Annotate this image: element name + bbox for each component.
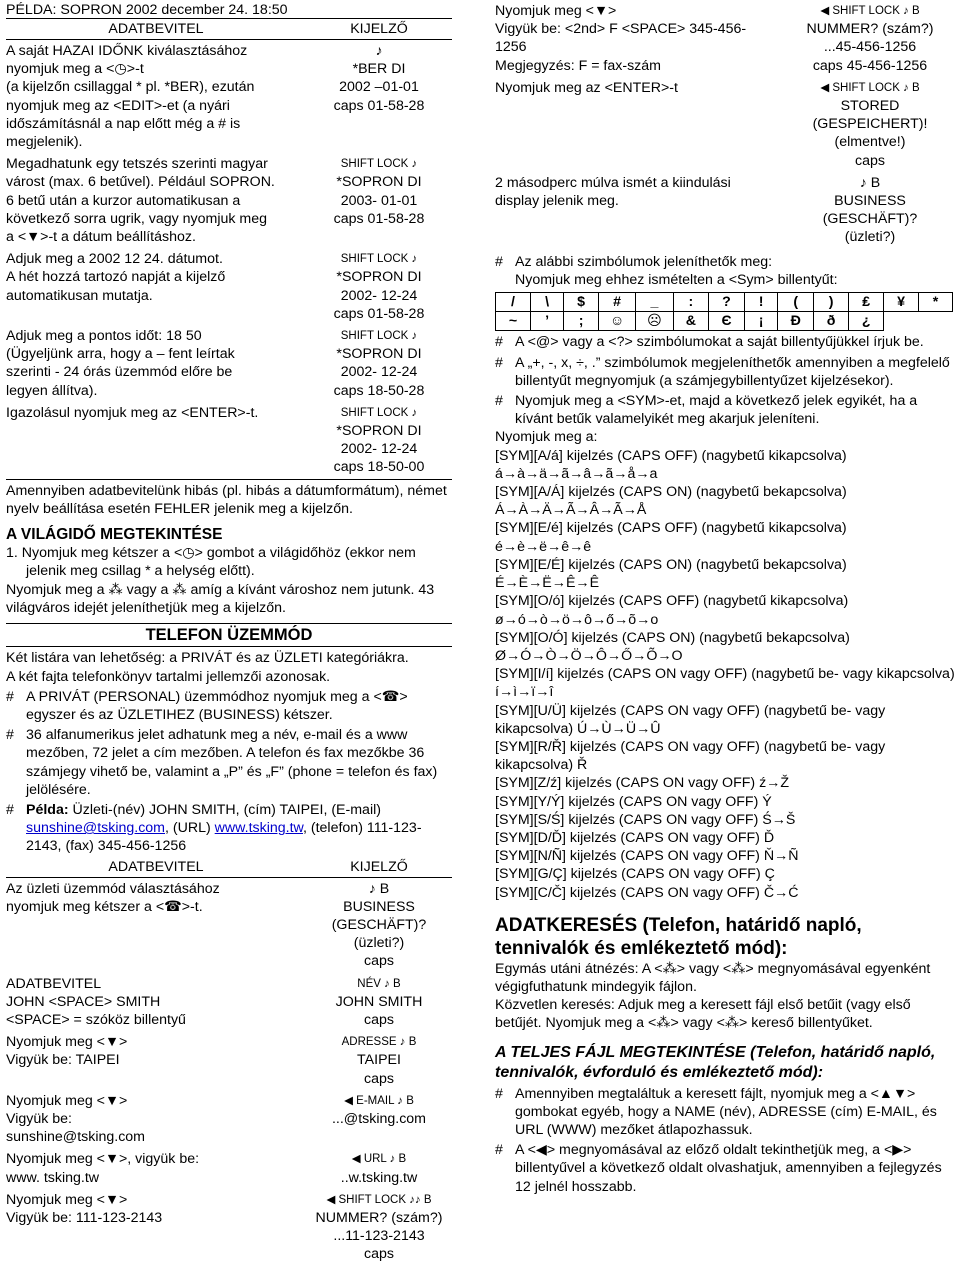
input-cell — [6, 1033, 306, 1088]
input-line: (a kijelzőn csillaggal * pl. *BER), ezután — [6, 79, 255, 96]
full-file-bullets — [495, 1085, 955, 1196]
input-line: Vigyük be: — [6, 1110, 72, 1127]
display-line: 2002- 12-24 — [340, 441, 418, 458]
symbol-line: [SYM][G/Ç] kijelzés (CAPS ON vagy OFF) Ç — [495, 866, 775, 883]
display-cell — [785, 174, 955, 247]
display-cell — [306, 250, 452, 323]
symbol-line: [SYM][Z/ź] kijelzés (CAPS ON vagy OFF) ź→Ž — [495, 775, 790, 792]
bullet-text: Amennyiben megtaláltuk a keresett fájlt, nyomjuk meg a <▲▼> gombokat egyéb, hogy a NAME (név), ADRESSE (cím) E-MAIL, és URL (WWW) mezőket átlapozhassuk. — [515, 1085, 937, 1138]
symbol-line: [SYM][U/Ü] kijelzés (CAPS ON vagy OFF) (nagybetű be- vagy kikapcsolva) Ú→Ù→Ü→Û — [495, 702, 886, 737]
display-cell — [306, 1033, 452, 1088]
display-line: ◀ SHIFT LOCK ♪ B — [820, 5, 920, 17]
full-file-title: A TELJES FÁJL MEGTEKINTÉSE (Telefon, határidő napló, tennivalók, évforduló és emlékeztető mód): — [495, 1043, 936, 1081]
display-line: caps — [364, 1011, 394, 1028]
display-cell — [306, 1092, 452, 1147]
input-line: nyomjuk meg az <EDIT>-et (a nyári — [6, 97, 230, 114]
symbol-line: [SYM][A/Á] kijelzés (CAPS ON) (nagybetű bekapcsolva) — [495, 484, 847, 501]
symbol-cell: Ð — [778, 312, 814, 331]
input-line: a <▼>-t a dátum beállításhoz. — [6, 229, 196, 246]
search-paragraph-2: Közvetlen keresés: Adjuk meg a keresett fájl első betűit (vagy első betűjét. Nyomjuk meg a <⁂> vagy <⁂> kereső billentyűket. — [495, 997, 911, 1032]
display-cell — [306, 155, 452, 246]
symbol-line: [SYM][A/á] kijelzés (CAPS OFF) (nagybetű kikapcsolva) — [495, 447, 847, 464]
bullet-text: A <◀> megnyomásával az előző oldalt tekinthetjük meg, a <▶> billentyűvel a következő oldalt olvashatjuk, amennyiben a fejlegyzés 12 jelnél hosszabb. — [515, 1142, 942, 1195]
table-row — [6, 153, 452, 248]
input-line: sunshine@tsking.com — [6, 1129, 146, 1146]
display-cell — [306, 42, 452, 151]
symbol-cell: ; — [564, 312, 599, 331]
input-line: Nyomjuk meg <▼> — [6, 1092, 128, 1109]
table-row — [6, 1090, 452, 1149]
col-display-header: KIJELZŐ — [350, 21, 408, 37]
symbol-cell: / — [496, 293, 531, 312]
display-line: caps 45-456-1256 — [812, 57, 928, 74]
symbol-line: [SYM][O/Ó] kijelzés (CAPS ON) (nagybetű bekapcsolva) — [495, 629, 850, 646]
bullet-item — [495, 392, 955, 428]
symbol-line: [SYM][R/Ř] kijelzés (CAPS ON vagy OFF) (nagybetű be- vagy kikapcsolva) Ř — [495, 738, 886, 774]
world-time-title: A VILÁGIDŐ MEGTEKINTÉSE — [6, 526, 223, 544]
phone-paragraph-1: Két listára van lehetőség: a PRIVÁT és az ÜZLETI kategóriákra. — [6, 650, 409, 667]
bullet-item — [495, 333, 955, 351]
input-cell — [6, 42, 306, 151]
input-line: Nyomjuk meg <▼> — [495, 3, 617, 19]
input-line: nyomjuk meg a <◷>-t — [6, 61, 144, 78]
symbol-notes — [495, 333, 955, 428]
bullet-text: A <@> vagy a <?> szimbólumokat a saját billentyűjükkel írjuk be. — [515, 334, 924, 351]
input-line: 6 betű után a kurzor automatikusan a — [6, 192, 241, 209]
table1-body — [6, 40, 452, 479]
display-line: ...11-123-2143 — [333, 1228, 425, 1245]
input-line: Nyomjuk meg <▼>, vigyük be: — [6, 1151, 200, 1168]
display-line: caps 01-58-28 — [333, 210, 425, 227]
symbol-cell: ☹ — [636, 312, 673, 331]
display-line: (üzleti?) — [844, 229, 896, 246]
display-line: *BER DI — [352, 61, 406, 78]
symbol-line: ø→ó→ò→ö→ô→ő→õ→o — [495, 611, 659, 628]
input-cell — [6, 880, 306, 971]
table-row — [6, 1148, 452, 1188]
symbol-cell: : — [673, 293, 709, 312]
input-cell — [495, 79, 785, 170]
table-row — [6, 1189, 452, 1266]
display-line: caps 18-50-28 — [333, 382, 425, 399]
bullet-mark: # — [495, 1085, 503, 1102]
display-cell — [306, 975, 452, 1030]
symbol-cell: ð — [814, 312, 849, 331]
display-line: caps — [364, 1246, 394, 1263]
display-line: (GESCHÄFT)? — [822, 211, 918, 228]
bullet-mark: # — [495, 393, 503, 410]
world-time-step2: Nyomjuk meg a ⁂ vagy a ⁂ amíg a kívánt városhoz nem jutunk. 43 világváros idejét jeleníthetjük meg a kijelzőn. — [6, 581, 435, 616]
phone-paragraph-2: A két fajta telefonkönyv tartalmi jellemzői azonosak. — [6, 668, 331, 685]
display-line: *SOPRON DI — [336, 346, 422, 363]
display-line: NÉV ♪ B — [357, 977, 401, 990]
symbol-cell: $ — [564, 293, 599, 312]
display-line: (GESCHÄFT)? (üzleti?) — [331, 916, 427, 952]
input-cell — [6, 250, 306, 323]
input-cell — [6, 327, 306, 400]
symbol-cell: * — [918, 293, 952, 312]
symbol-cell: ¿ — [849, 312, 884, 331]
display-cell — [785, 79, 955, 170]
symbol-line: Ø→Ó→Ò→Ö→Ô→Ő→Õ→O — [495, 647, 683, 664]
display-line: 2003- 01-01 — [340, 192, 418, 209]
symbol-line: [SYM][S/Ś] kijelzés (CAPS ON vagy OFF) Ś→Š — [495, 811, 796, 828]
symbol-line: É→È→Ë→Ê→Ê — [495, 575, 600, 592]
display-line: *SOPRON DI — [336, 269, 422, 286]
symbol-row-1 — [496, 293, 953, 312]
symbol-list — [495, 447, 955, 902]
symbol-cell: ? — [709, 293, 745, 312]
input-line: várost (max. 6 betűvel). Például SOPRON. — [6, 174, 275, 191]
input-cell — [6, 404, 306, 477]
display-line: (GESPEICHERT)! — [812, 116, 928, 133]
bullet-text: Nyomjuk meg a <SYM>-et, majd a következő jelek egyikét, ha a kívánt betűk valamelyikét meg akarjuk jeleníteni. — [515, 393, 918, 428]
input-line: időszámításnál a nap előtt még a # is — [6, 115, 241, 132]
display-cell — [785, 2, 955, 75]
input-line: Nyomjuk meg az <ENTER>-t — [495, 79, 678, 96]
display-line: TAIPEI — [357, 1052, 401, 1069]
col-input-header-2: ADATBEVITEL — [108, 858, 204, 875]
display-line: ◀ E-MAIL ♪ B — [344, 1094, 414, 1107]
table2-body — [6, 878, 452, 1266]
col-input-header: ADATBEVITEL — [108, 21, 204, 37]
symbol-line: [SYM][D/Ď] kijelzés (CAPS ON vagy OFF) Ď — [495, 829, 775, 846]
phone-mode-title: TELEFON ÜZEMMÓD — [6, 623, 452, 647]
input-cell — [495, 2, 785, 75]
display-cell — [306, 1191, 452, 1264]
error-note: Amennyiben adatbevitelünk hibás (pl. hibás a dátumformátum), német nyelv beállítása esetén FEHLER jelenik meg a kijelzőn. — [6, 482, 447, 517]
display-line: 2002- 12-24 — [340, 364, 418, 381]
bullet-mark: # — [495, 334, 503, 351]
input-line: szerinti - 24 órás üzemmód előre be — [6, 364, 233, 381]
input-line: Igazolásul nyomjuk meg az <ENTER>-t. — [6, 404, 259, 421]
input-line: Nyomjuk meg <▼> — [6, 1034, 128, 1051]
input-line: legyen állítva). — [6, 382, 98, 399]
input-cell — [6, 1150, 306, 1186]
display-line: ◀ URL ♪ B — [351, 1153, 407, 1166]
symbol-line: á→à→ä→ã→â→ã→å→a — [495, 465, 658, 482]
display-line: *SOPRON DI — [336, 423, 422, 440]
input-cell — [6, 975, 306, 1030]
bullet-mark: # — [495, 354, 503, 371]
display-cell — [306, 880, 452, 971]
table-row — [6, 325, 452, 402]
display-line: caps — [855, 152, 885, 169]
input-cell — [6, 1092, 306, 1147]
symbol-line: [SYM][E/é] kijelzés (CAPS OFF) (nagybetű kikapcsolva) — [495, 520, 847, 537]
display-line: SHIFT LOCK ♪ — [340, 253, 418, 266]
symbol-row-2 — [496, 312, 953, 331]
display-line: JOHN SMITH — [335, 993, 423, 1010]
url-link[interactable]: www.tsking.tw — [214, 820, 303, 837]
input-line: Vigyük be: <2nd> F <SPACE> 345-456- — [495, 21, 747, 38]
left-column — [6, 0, 452, 1266]
input-line: Vigyük be: TAIPEI — [6, 1052, 120, 1069]
table-row — [6, 40, 452, 153]
bullet-item — [495, 1141, 955, 1196]
symbol-line: [SYM][O/ó] kijelzés (CAPS OFF) (nagybetű kikapcsolva) — [495, 593, 849, 610]
page-title: PÉLDA: SOPRON 2002 december 24. 18:50 — [6, 2, 288, 18]
display-line: ◀ SHIFT LOCK ♪♪ B — [326, 1193, 432, 1206]
input-line: ADATBEVITEL — [6, 975, 102, 992]
display-line: ADRESSE ♪ B — [341, 1036, 417, 1049]
input-line: 1256 — [495, 39, 527, 56]
world-time-step1: 1. Nyomjuk meg kétszer a <◷> gombot a világidőhöz (ekkor nem jelenik meg csillag * a helység előtt). — [6, 545, 416, 580]
input-line: következő sorra ugrik, vagy nyomjuk meg — [6, 210, 268, 227]
input-line: A hét hozzá tartozó napját a kijelző — [6, 269, 226, 286]
symbol-line: [SYM][N/Ñ] kijelzés (CAPS ON vagy OFF) Ň→Ñ — [495, 848, 799, 865]
table2-header — [6, 858, 452, 878]
symbol-cell: _ — [636, 293, 673, 312]
right-column — [495, 0, 955, 1196]
input-line: <SPACE> = szóköz billentyű — [6, 1011, 186, 1028]
search-paragraph-1: Egymás utáni átnézés: A <⁂> vagy <⁂> megnyomásával egyenként végigfuthatunk mindegyik fájlon. — [495, 960, 931, 995]
table-row — [6, 878, 452, 973]
symbol-cell: ~ — [496, 312, 531, 331]
table-row — [495, 0, 955, 77]
bullet-text: A „+, -, x, ÷, .” szimbólumok megjeleníthetők amennyiben a megfelelő billentyűt megnyomjuk (a számjegybillentyűzet kijelzésekor). — [515, 354, 950, 389]
table-row — [6, 248, 452, 325]
table-row — [6, 402, 452, 479]
symbol-list-intro: Nyomjuk meg a: — [495, 429, 598, 446]
phone-bullet-1: # A PRIVÁT (PERSONAL) üzemmódhoz nyomjuk meg a <☎> egyszer és az ÜZLETIHEZ (BUSINESS) kétszer. — [6, 688, 408, 723]
symbol-cell: ₤ — [849, 293, 884, 312]
display-cell — [306, 404, 452, 477]
input-line: Adjuk meg a 2002 12 24. dátumot. — [6, 251, 223, 268]
input-line: 2 másodperc múlva ismét a kiindulási — [495, 174, 731, 191]
input-cell — [6, 155, 306, 246]
table-row — [6, 1031, 452, 1090]
symbol-cell: Є — [709, 312, 745, 331]
display-line: NUMMER? (szám?) — [315, 1209, 443, 1226]
display-line: caps 01-58-28 — [333, 97, 425, 114]
email-link[interactable]: sunshine@tsking.com — [26, 820, 166, 837]
table-row — [6, 973, 452, 1032]
display-line: caps 01-58-28 — [333, 305, 425, 322]
input-line: megjelenik). — [6, 134, 83, 151]
display-line: NUMMER? (szám?) — [806, 21, 934, 38]
display-line: BUSINESS — [834, 193, 906, 210]
display-line: caps 18-50-00 — [333, 459, 425, 476]
display-cell — [306, 327, 452, 400]
display-line: STORED — [840, 98, 900, 115]
symbol-cell: ! — [744, 293, 778, 312]
phone-bullet-2: # 36 alfanumerikus jelet adhatunk meg a név, e-mail és a www mezőben, 72 jelet a cím mezőben. A telefon és fax mezőkbe 36 számjegy vihető be, valamint a „P” és „F” (phone = telefon és fax) jelölésére. — [6, 727, 438, 798]
symbol-cell: \ — [530, 293, 563, 312]
symbol-line: [SYM][I/í] kijelzés (CAPS ON vagy OFF) (nagybetű be- vagy kikapcsolva) í→ì→ï→î — [495, 666, 955, 701]
symbol-line: [SYM][E/É] kijelzés (CAPS ON) (nagybetű bekapcsolva) — [495, 556, 847, 573]
input-line: Nyomjuk meg <▼> — [6, 1191, 128, 1208]
display-line: (elmentve!) — [834, 134, 906, 151]
symbol-line: [SYM][C/Č] kijelzés (CAPS ON vagy OFF) Č→Ć — [495, 884, 799, 901]
input-line: Adjuk meg a pontos időt: 18 50 — [6, 328, 202, 345]
input-line: A saját HAZAI IDŐNK kiválasztásához — [6, 43, 248, 59]
input-line: Megadhatunk egy tetszés szerinti magyar — [6, 156, 268, 173]
display-line: ♪ B — [859, 174, 881, 191]
input-line: JOHN <SPACE> SMITH — [6, 993, 161, 1010]
symbol-line: [SYM][Y/Ý] kijelzés (CAPS ON vagy OFF) Ý — [495, 793, 772, 810]
input-cell — [495, 174, 785, 247]
symbol-table — [495, 292, 953, 331]
display-line: 2002- 12-24 — [340, 287, 418, 304]
symbol-cell: & — [673, 312, 709, 331]
symbol-cell: ¥ — [884, 293, 919, 312]
display-line: 2002 –01-01 — [339, 79, 419, 96]
table-row — [495, 172, 955, 249]
display-line: ...45-456-1256 — [823, 39, 917, 56]
input-line: automatikusan mutatja. — [6, 287, 153, 304]
col-display-header-2: KIJELZŐ — [350, 858, 408, 875]
symbol-cell: ) — [814, 293, 849, 312]
display-cell — [306, 1150, 452, 1186]
symbol-cell: ¡ — [744, 312, 778, 331]
input-line: display jelenik meg. — [495, 193, 619, 210]
display-line: ♪ — [375, 43, 383, 59]
symbols-intro: # Az alábbi szimbólumok jeleníthetők meg: Nyomjuk meg ehhez ismételten a <Sym> billentyűt: — [495, 253, 838, 288]
input-line: www. tsking.tw — [6, 1169, 100, 1186]
bullet-item — [495, 1085, 955, 1140]
bullet-item — [495, 354, 955, 390]
symbol-cell: ( — [778, 293, 814, 312]
display-line: caps — [364, 1070, 394, 1087]
display-line: SHIFT LOCK ♪ — [340, 158, 418, 171]
symbol-cell: ☺ — [599, 312, 636, 331]
symbol-line: é→è→ë→ê→ê — [495, 538, 592, 555]
input-line: Vigyük be: 111-123-2143 — [6, 1209, 163, 1226]
display-line: SHIFT LOCK ♪ — [340, 406, 418, 419]
display-line: ...@tsking.com — [331, 1110, 427, 1127]
display-line: caps — [364, 953, 394, 970]
display-line: BUSINESS — [343, 898, 415, 915]
example-paragraph: # Példa: Üzleti-(név) JOHN SMITH, (cím) TAIPEI, (E-mail) sunshine@tsking.com, (URL) www.tsking.tw, (telefon) 111-123-2143, (fax) 345-456-1256 — [6, 801, 422, 855]
table1-header — [6, 20, 452, 40]
symbol-line: Á→À→Ä→Ã→Â→Ã→Å — [495, 502, 647, 519]
display-line: *SOPRON DI — [336, 174, 422, 191]
page-header — [6, 0, 452, 20]
input-line: (Ügyeljünk arra, hogy a – fent leírtak — [6, 346, 235, 363]
display-line: ♪ B — [368, 880, 390, 897]
input-cell — [6, 1191, 306, 1264]
display-line: SHIFT LOCK ♪ — [340, 330, 418, 343]
input-line: Megjegyzés: F = fax-szám — [495, 57, 661, 74]
symbol-cell: # — [599, 293, 636, 312]
display-line: ◀ SHIFT LOCK ♪ B — [820, 81, 920, 94]
bullet-mark: # — [495, 1142, 503, 1159]
search-title: ADATKERESÉS (Telefon, határidő napló, tennivalók és emlékeztető mód): — [495, 914, 862, 959]
table-row — [495, 77, 955, 172]
right-table-body — [495, 0, 955, 249]
display-line: ..w.tsking.tw — [340, 1169, 418, 1186]
symbol-cell: ’ — [530, 312, 563, 331]
input-line: nyomjuk meg kétszer a <☎>-t. — [6, 898, 203, 915]
input-line: Az üzleti üzemmód választásához — [6, 880, 220, 897]
